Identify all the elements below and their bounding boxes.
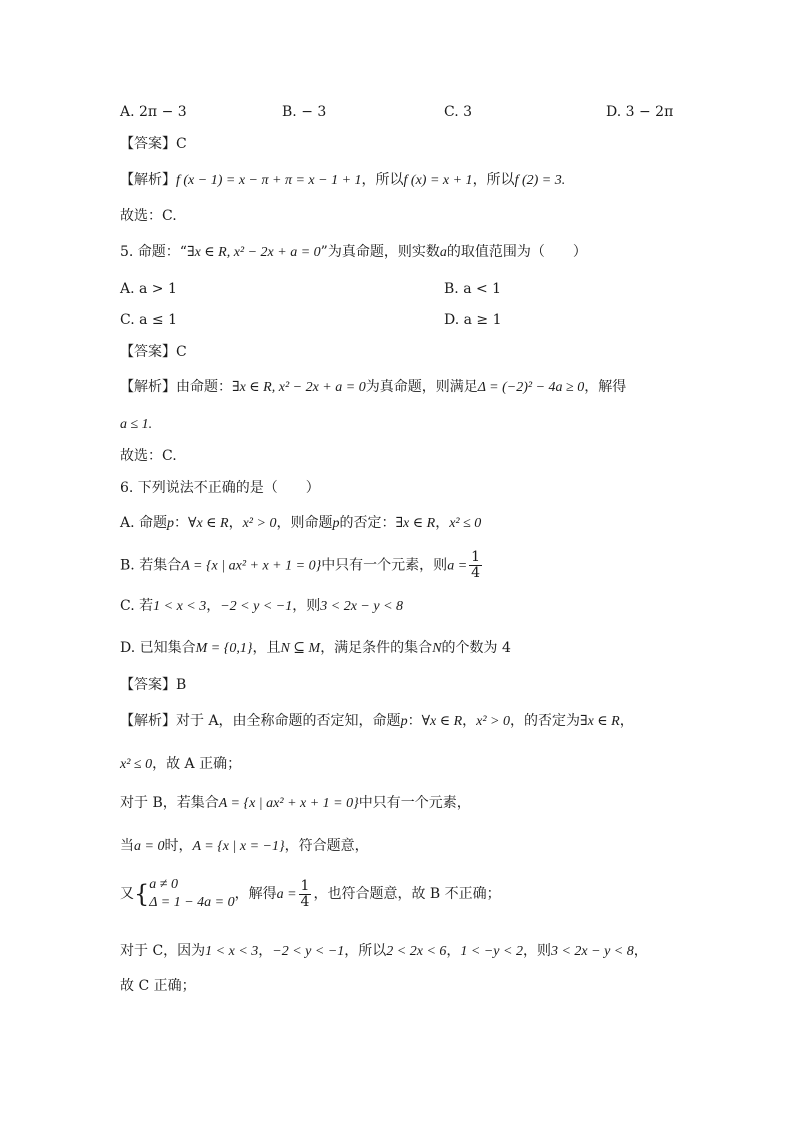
text: 中只有一个元素， <box>358 795 471 811</box>
text: 为真命题，则满足 <box>365 379 478 395</box>
q5-analysis <box>120 377 626 398</box>
text: 的否定： <box>339 515 396 531</box>
text: ，所以 <box>361 172 404 188</box>
text: ，故 A 正确； <box>152 756 242 772</box>
text: 的取值范围为（ ） <box>446 244 587 260</box>
text: ，解得 <box>584 379 627 395</box>
q5-conclusion: 故选：C. <box>120 448 177 464</box>
math: 1 < x < 3 <box>153 599 207 614</box>
q6-option-c <box>120 596 403 617</box>
text: A. 命题 <box>120 515 168 531</box>
text: 中只有一个元素，则 <box>321 557 448 574</box>
math: x² > 0 <box>476 714 510 729</box>
q6-analysis-line3 <box>120 793 471 814</box>
math: 2 < 2x < 6 <box>386 944 447 959</box>
q5-option-c: C. a ≤ 1 <box>120 312 177 328</box>
text: ，解得 <box>234 886 277 902</box>
q5-analysis-cont <box>120 414 152 435</box>
text: ，也符合题意，故 B 不正确； <box>313 886 501 902</box>
text: ， <box>446 943 461 959</box>
q6-analysis-line2 <box>120 754 241 775</box>
text: ： <box>407 713 422 729</box>
math: N ⊆ M <box>280 641 321 656</box>
text: B. 若集合 <box>120 557 182 574</box>
equation: Δ = 1 − 4a = 0 <box>149 895 235 910</box>
denominator: 4 <box>471 565 481 581</box>
math: x² ≤ 0 <box>449 516 482 531</box>
math: A = {x | ax² + x + 1 = 0} <box>218 796 359 811</box>
math: 1 < x < 3 <box>205 944 259 959</box>
equation-system <box>149 876 234 912</box>
math: −2 < y < −1 <box>220 599 293 614</box>
math: ∃x ∈ R, x² − 2x + a = 0 <box>186 245 321 260</box>
math: x² > 0 <box>242 516 277 531</box>
math: a = <box>276 887 297 902</box>
math: A = {x | ax² + x + 1 = 0} <box>181 558 322 574</box>
text: ，且 <box>252 640 281 656</box>
math: p <box>400 714 408 729</box>
math: f (x) = x + 1 <box>403 173 473 188</box>
q4-analysis <box>120 170 565 191</box>
fraction <box>299 879 312 910</box>
text: D. 已知集合 <box>120 640 196 656</box>
text: ， <box>633 943 648 959</box>
math: M = {0,1} <box>195 641 253 656</box>
denominator: 4 <box>300 893 310 910</box>
text: ，的否定为 <box>510 713 580 729</box>
q5-option-a: A. a > 1 <box>120 281 177 297</box>
math: a ≤ 1. <box>120 417 153 432</box>
text: 时， <box>164 838 193 854</box>
q6-option-b <box>120 550 484 582</box>
math: 3 < 2x − y < 8 <box>550 944 634 959</box>
q4-option-d: D. 3 − 2π <box>606 104 674 120</box>
math: ∃x ∈ R, x² − 2x + a = 0 <box>232 380 366 395</box>
q5-answer: 【答案】C <box>120 344 187 360</box>
text: ， <box>228 515 243 531</box>
text: 【解析】对于 A，由全称命题的否定知，命题 <box>120 713 401 729</box>
text: ”为真命题，则实数 <box>320 244 440 260</box>
q6-analysis-line5 <box>120 876 501 913</box>
q6-answer: 【答案】B <box>120 677 187 693</box>
math: A = {x | x = −1} <box>192 839 285 854</box>
text: ， <box>258 943 273 959</box>
q5-option-d: D. a ≥ 1 <box>444 312 502 328</box>
text: 对于 C，因为 <box>120 943 206 959</box>
math: ∃x ∈ R <box>580 714 620 729</box>
q6-analysis-line1 <box>120 711 634 732</box>
text: 当 <box>120 838 134 854</box>
math: f (2) = 3. <box>514 173 566 188</box>
numerator: 1 <box>471 549 481 565</box>
text: ，则命题 <box>276 515 333 531</box>
text: ，则 <box>522 943 551 959</box>
text: ， <box>462 713 477 729</box>
math: ∃x ∈ R <box>395 516 436 531</box>
text: ， <box>619 713 634 729</box>
math: 1 < −y < 2 <box>460 944 523 959</box>
q4-option-c: C. 3 <box>444 104 473 120</box>
left-brace-icon: { <box>134 880 150 908</box>
text: ，则 <box>292 598 321 614</box>
math: ∀x ∈ R <box>188 516 229 531</box>
text: 5. 命题：“ <box>120 244 187 260</box>
numerator: 1 <box>300 877 310 894</box>
q4-answer: 【答案】C <box>120 136 187 152</box>
analysis-label: 【解析】 <box>120 172 176 188</box>
math: a = 0 <box>134 839 165 854</box>
text: ，符合题意， <box>284 838 369 854</box>
text: 又 <box>120 886 134 902</box>
text: 对于 B，若集合 <box>120 795 219 811</box>
text: 的个数为 4 <box>441 640 511 656</box>
text: ， <box>435 515 450 531</box>
q6-analysis-line7: 故 C 正确； <box>120 978 196 994</box>
q6-analysis-line6 <box>120 941 648 962</box>
math: p <box>332 516 340 531</box>
q4-option-a: A. 2π − 3 <box>120 104 187 120</box>
q6-option-a <box>120 513 481 534</box>
text: ，所以 <box>472 172 515 188</box>
q6-stem: 6. 下列说法不正确的是（ ） <box>120 480 320 496</box>
text: ： <box>174 515 189 531</box>
math: 3 < 2x − y < 8 <box>320 599 404 614</box>
text: 【解析】由命题： <box>120 379 232 395</box>
math: −2 < y < −1 <box>272 944 345 959</box>
math: x² ≤ 0 <box>120 757 153 772</box>
math: f (x − 1) = x − π + π = x − 1 + 1 <box>176 173 362 188</box>
q6-option-d <box>120 638 511 659</box>
text: ，所以 <box>344 943 387 959</box>
text: ， <box>206 598 221 614</box>
math: a = <box>447 558 468 574</box>
equation: a ≠ 0 <box>149 877 178 892</box>
text: C. 若 <box>120 598 154 614</box>
q6-analysis-line4 <box>120 836 369 857</box>
math: ∀x ∈ R <box>421 714 463 729</box>
text: ，满足条件的集合 <box>320 640 433 656</box>
math: a <box>439 245 447 260</box>
q5-option-b: B. a < 1 <box>444 281 502 297</box>
q4-conclusion: 故选：C. <box>120 208 177 224</box>
q4-option-b: B. − 3 <box>282 104 327 120</box>
math: N <box>432 641 442 656</box>
math: Δ = (−2)² − 4a ≥ 0 <box>477 380 585 395</box>
q5-stem <box>120 242 587 263</box>
fraction <box>469 550 482 581</box>
math: p <box>167 516 175 531</box>
